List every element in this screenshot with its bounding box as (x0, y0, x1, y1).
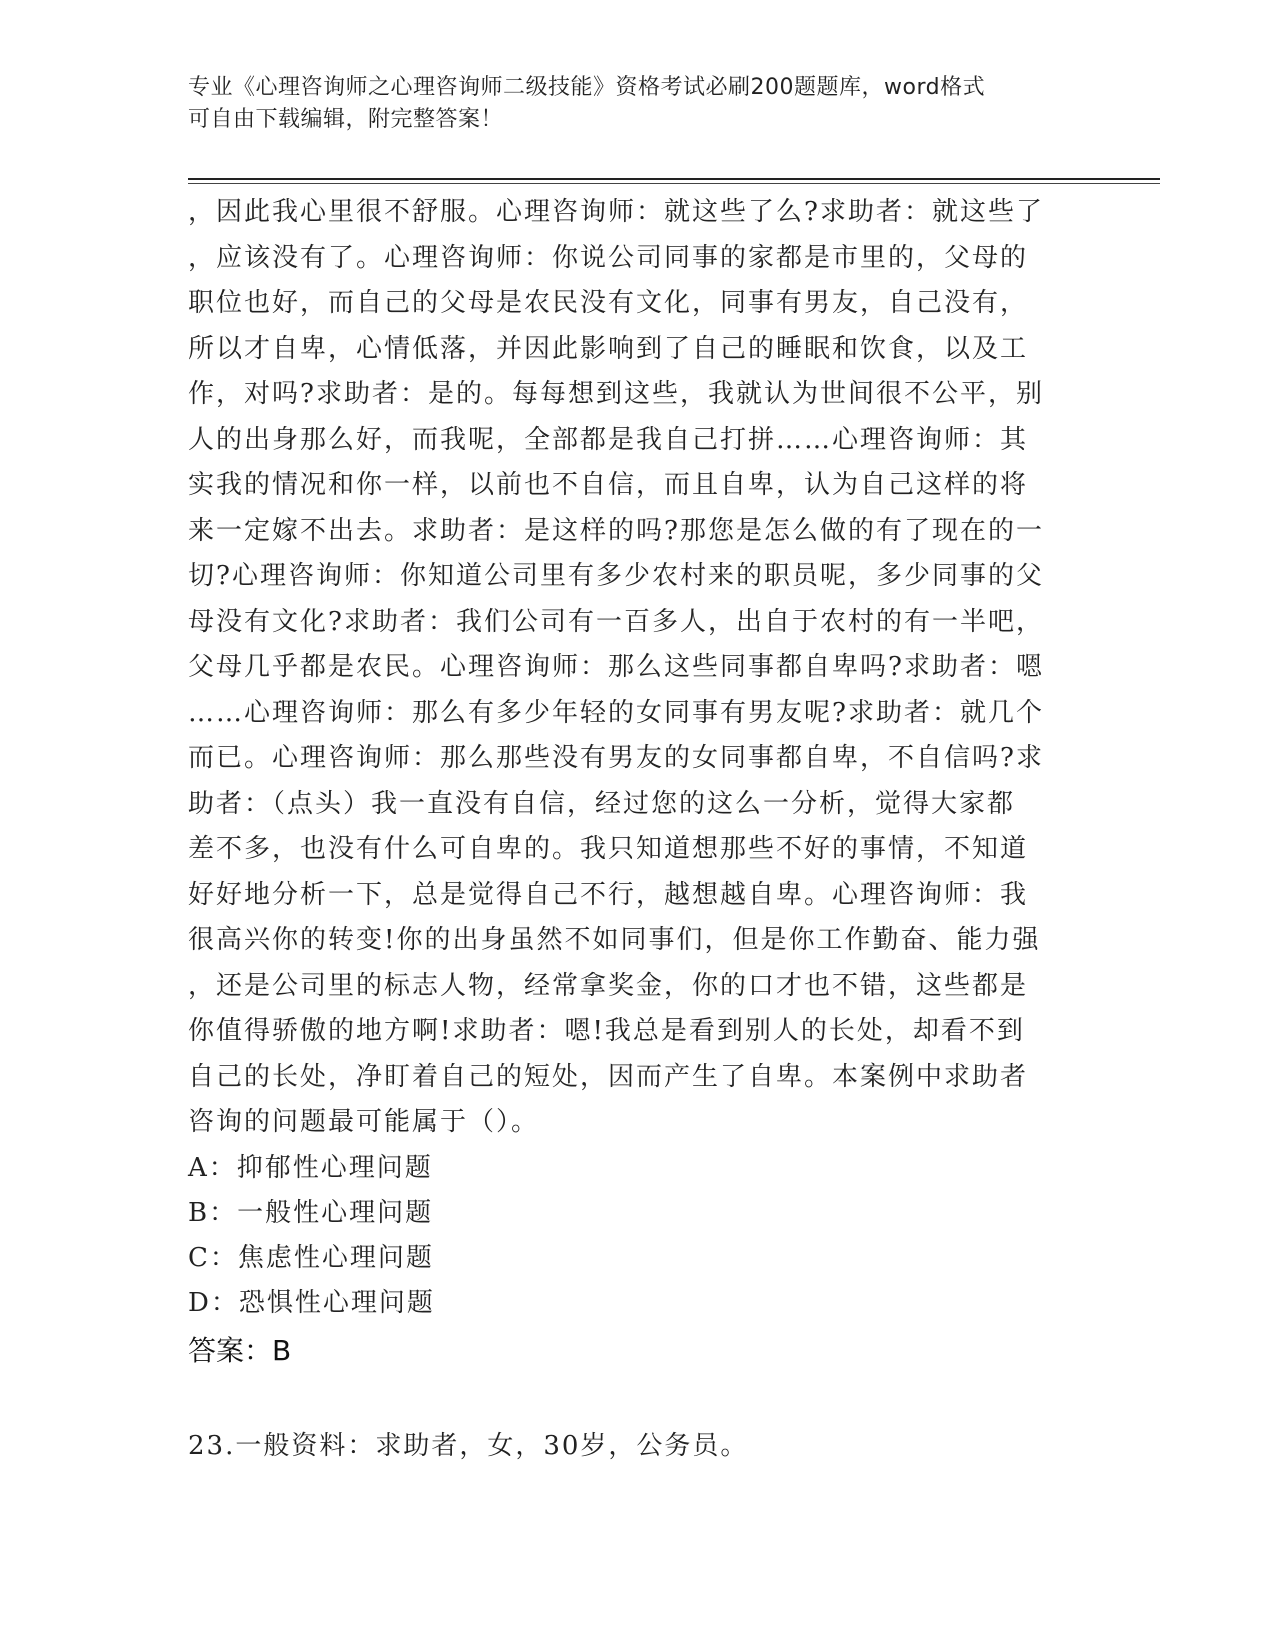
question-line: 人的出身那么好，而我呢，全部都是我自己打拼……心理咨询师：其 (188, 424, 1029, 455)
question-line: 作，对吗?求助者：是的。每每想到这些，我就认为世间很不公平，别 (188, 379, 1044, 409)
option-c: C：焦虑性心理问题 (188, 1242, 434, 1273)
next-question-start: 23.一般资料：求助者，女，30岁，公务员。 (188, 1430, 749, 1461)
question-line: 好好地分析一下，总是觉得自己不行，越想越自卑。心理咨询师：我 (188, 879, 1029, 910)
question-line: ，还是公司里的标志人物，经常拿奖金，你的口才也不错，这些都是 (188, 970, 1029, 1001)
question-line: 自己的长处，净盯着自己的短处，因而产生了自卑。本案例中求助者 (188, 1061, 1029, 1092)
question-line: ，因此我心里很不舒服。心理咨询师：就这些了么?求助者：就这些了 (188, 197, 1044, 227)
option-a: A：抑郁性心理问题 (188, 1152, 433, 1183)
header-divider (188, 178, 1160, 180)
question-line: 所以才自卑，心情低落，并因此影响到了自己的睡眠和饮食，以及工 (188, 333, 1029, 364)
answer-key: 答案：B (188, 1333, 292, 1367)
question-line: 母没有文化?求助者：我们公司有一百多人，出自于农村的有一半吧， (188, 606, 1044, 637)
header-title-line-2: 可自由下载编辑，附完整答案！ (188, 107, 504, 132)
option-b: B：一般性心理问题 (188, 1197, 434, 1228)
question-line: 很高兴你的转变!你的出身虽然不如同事们，但是你工作勤奋、能力强 (188, 925, 1041, 955)
question-line: ，应该没有了。心理咨询师：你说公司同事的家都是市里的，父母的 (188, 242, 1029, 273)
question-line: 而已。心理咨询师：那么那些没有男友的女同事都自卑，不自信吗?求 (188, 743, 1044, 773)
question-line: ……心理咨询师：那么有多少年轻的女同事有男友呢?求助者：就几个 (188, 697, 1044, 728)
question-stem (188, 190, 1088, 1146)
option-d: D：恐惧性心理问题 (188, 1287, 435, 1318)
header-divider-thin (188, 183, 1160, 184)
question-line: 切?心理咨询师：你知道公司里有多少农村来的职员呢，多少同事的父 (188, 561, 1044, 591)
question-line: 实我的情况和你一样，以前也不自信，而且自卑，认为自己这样的将 (188, 470, 1029, 500)
question-line: 差不多，也没有什么可自卑的。我只知道想那些不好的事情，不知道 (188, 834, 1029, 864)
document-header (188, 72, 1088, 136)
question-line: 助者：（点头）我一直没有自信，经过您的这么一分析，觉得大家都 (188, 788, 1016, 819)
question-line: 来一定嫁不出去。求助者：是这样的吗?那您是怎么做的有了现在的一 (188, 515, 1044, 546)
question-line: 职位也好，而自己的父母是农民没有文化，同事有男友，自己没有， (188, 288, 1029, 318)
header-title-line-1: 专业《心理咨询师之心理咨询师二级技能》资格考试必刷200题题库，word格式 (188, 75, 986, 100)
question-line: 你值得骄傲的地方啊!求助者：嗯!我总是看到别人的长处，却看不到 (188, 1016, 1025, 1046)
question-content (188, 190, 1088, 1469)
answer-options (188, 1146, 1088, 1326)
question-line: 咨询的问题最可能属于（）。 (188, 1107, 540, 1137)
question-line: 父母几乎都是农民。心理咨询师：那么这些同事都自卑吗?求助者：嗯 (188, 652, 1044, 682)
